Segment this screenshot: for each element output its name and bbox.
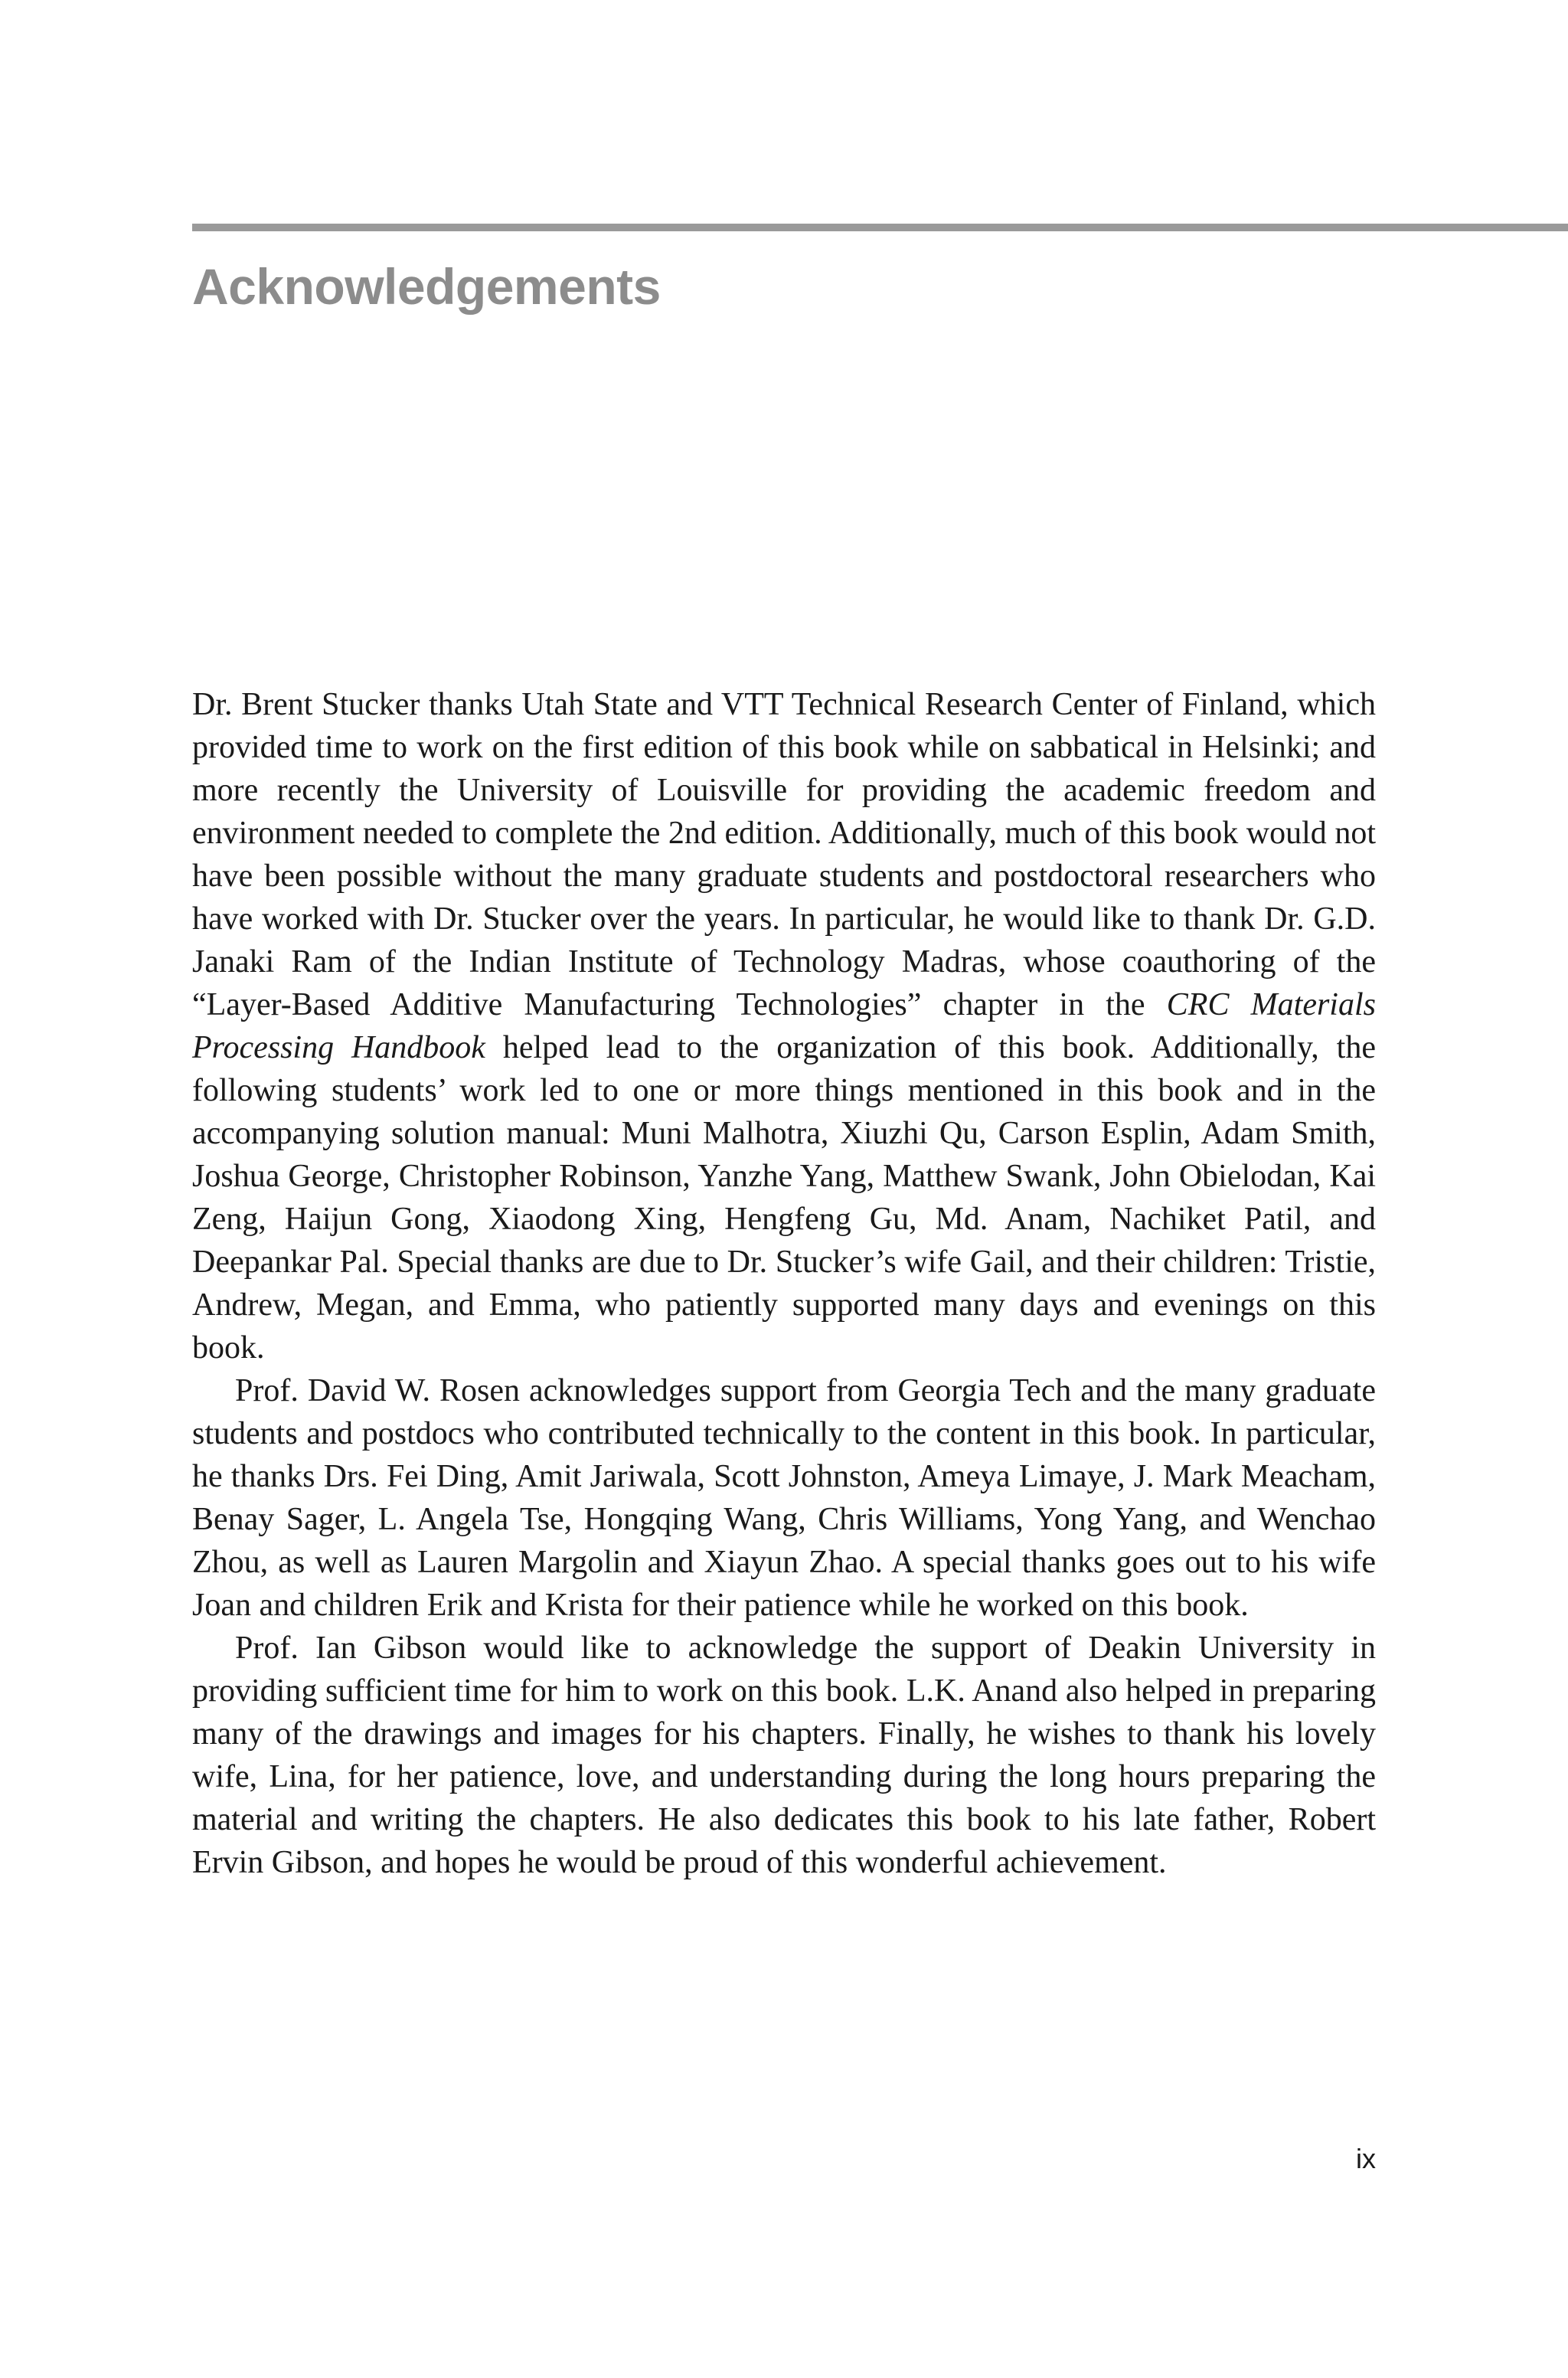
paragraph-stucker-text-start: Dr. Brent Stucker thanks Utah State and VTT Technical Research Center of Finland, which provided time to work on the first edition of this book while on sabbatical in Helsinki; and more recently the University of Louisville for providing the academic freedom and environment needed to complete the 2nd edition. Additionally, much of this book would not have been possible without the many graduate students and postdoctoral researchers who have worked with Dr. Stucker over the years. In particular, he would like to thank Dr. G.D. Janaki Ram of the Indian Institute of Technology Madras, whose coauthoring of the “Layer-Based Additive Manufacturing Technologies” chapter in the — [192, 687, 1376, 1022]
page-number: ix — [1356, 2143, 1376, 2174]
chapter-title: Acknowledgements — [192, 258, 661, 315]
paragraph-gibson: Prof. Ian Gibson would like to acknowledge the support of Deakin University in providing sufficient time for him to work on this book. L.K. Anand also helped in preparing many of the drawings and images for his chapters. Finally, he wishes to thank his lovely wife, Lina, for her patience, love, and understanding during the long hours preparing the material and writing the chapters. He also dedicates this book to his late father, Robert Ervin Gibson, and hopes he would be proud of this wonderful achievement. — [192, 1631, 1376, 1880]
header-rule — [192, 224, 1568, 231]
handbook-title: CRC Materials Processing Handbook — [192, 987, 1376, 1065]
acknowledgements-body — [192, 683, 1376, 1884]
paragraph-stucker — [192, 683, 1376, 1369]
paragraph-rosen: Prof. David W. Rosen acknowledges support from Georgia Tech and the many graduate students and postdocs who contributed technically to the content in this book. In particular, he thanks Drs. Fei Ding, Amit Jariwala, Scott Johnston, Ameya Limaye, J. Mark Meacham, Benay Sager, L. Angela Tse, Hongqing Wang, Chris Williams, Yong Yang, and Wenchao Zhou, as well as Lauren Margolin and Xiayun Zhao. A special thanks goes out to his wife Joan and children Erik and Krista for their patience while he worked on this book. — [192, 1373, 1376, 1623]
paragraph-stucker-text-end: helped lead to the organization of this book. Additionally, the following students’ work led to one or more things mentioned in this book and in the accompanying solution manual: Muni Malhotra, Xiuzhi Qu, Carson Esplin, Adam Smith, Joshua George, Christopher Robinson, Yanzhe Yang, Matthew Swank, John Obielodan, Kai Zeng, Haijun Gong, Xiaodong Xing, Hengfeng Gu, Md. Anam, Nachiket Patil, and Deepankar Pal. Special thanks are due to Dr. Stucker’s wife Gail, and their children: Tristie, Andrew, Megan, and Emma, who patiently supported many days and evenings on this book. — [192, 1030, 1376, 1366]
